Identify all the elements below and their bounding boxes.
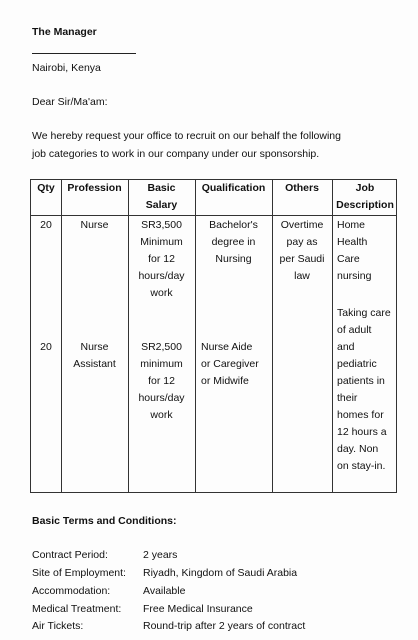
cell-line: degree in xyxy=(211,236,256,248)
cell-line: nursing xyxy=(337,270,372,282)
cell-line: patients in xyxy=(337,375,385,387)
term-label: Accommodation: xyxy=(32,585,111,597)
cell-line: Care xyxy=(337,253,360,265)
term-value: Round-trip after 2 years of contract xyxy=(143,620,306,632)
cell-line: Overtime xyxy=(280,219,324,231)
row1-qty: 20 xyxy=(40,219,52,231)
cell-line: Nursing xyxy=(215,253,252,265)
body-line-2: job categories to work in our company under our sponsorship. xyxy=(32,148,320,160)
cell-line: hours/day xyxy=(138,270,185,282)
cell-line: Nurse xyxy=(80,219,109,231)
header-profession: Profession xyxy=(67,182,122,194)
row2-qualification xyxy=(201,339,271,390)
job-category-table xyxy=(30,179,397,493)
cell-line: SR3,500 xyxy=(141,219,182,231)
row1-others xyxy=(272,217,332,285)
cell-line: Health xyxy=(337,236,368,248)
cell-line: Minimum xyxy=(140,236,183,248)
header-qty: Qty xyxy=(37,182,55,194)
header-divider xyxy=(31,215,396,216)
cell-line: work xyxy=(150,409,173,421)
row1-qualification xyxy=(195,217,272,268)
header-salary-line1: Basic xyxy=(147,182,176,194)
recipient-title: The Manager xyxy=(32,26,97,38)
cell-line: work xyxy=(150,287,173,299)
term-label: Contract Period: xyxy=(32,549,108,561)
salutation: Dear Sir/Ma'am: xyxy=(32,96,108,108)
body-line-1: We hereby request your office to recruit on our behalf the following xyxy=(32,130,341,142)
header-job-line2: Description xyxy=(336,199,394,211)
cell-line: Bachelor's xyxy=(209,219,258,231)
term-label: Medical Treatment: xyxy=(32,603,122,615)
cell-line: for 12 xyxy=(148,375,175,387)
cell-line: of adult xyxy=(337,324,372,336)
recipient-location: Nairobi, Kenya xyxy=(32,62,101,74)
cell-line: Assistant xyxy=(73,358,116,370)
cell-line: on stay-in. xyxy=(337,460,386,472)
col-divider xyxy=(332,180,333,492)
cell-line: Home xyxy=(337,219,366,231)
row2-qty: 20 xyxy=(40,341,52,353)
cell-line: law xyxy=(294,270,310,282)
row1-salary xyxy=(128,217,195,302)
cell-line: and xyxy=(337,341,355,353)
cell-line: homes for xyxy=(337,409,384,421)
row2-job-description xyxy=(337,305,397,475)
header-others: Others xyxy=(285,182,319,194)
cell-line: Taking care xyxy=(337,307,391,319)
term-value: Riyadh, Kingdom of Saudi Arabia xyxy=(143,567,298,579)
header-job-line1: Job xyxy=(355,182,375,194)
cell-line: pay as xyxy=(286,236,318,248)
terms-heading: Basic Terms and Conditions: xyxy=(32,515,177,527)
header-salary-line2: Salary xyxy=(145,199,178,211)
term-value: Available xyxy=(143,585,186,597)
cell-line: for 12 xyxy=(148,253,175,265)
cell-line: pediatric xyxy=(337,358,377,370)
row1-job-description xyxy=(337,217,397,285)
term-label: Air Tickets: xyxy=(32,620,84,632)
term-value: 2 years xyxy=(143,549,178,561)
cell-line: or Midwife xyxy=(201,375,249,387)
cell-line: SR2,500 xyxy=(141,341,182,353)
cell-line: their xyxy=(337,392,358,404)
cell-line: day. Non xyxy=(337,443,379,455)
signature-rule xyxy=(32,53,136,54)
cell-line: per Saudi xyxy=(279,253,325,265)
row1-profession xyxy=(61,217,128,234)
cell-line: 12 hours a xyxy=(337,426,387,438)
row2-salary xyxy=(128,339,195,424)
row2-profession xyxy=(61,339,128,373)
cell-line: Nurse xyxy=(80,341,109,353)
header-qualification: Qualification xyxy=(201,182,266,194)
term-value: Free Medical Insurance xyxy=(143,603,253,615)
cell-line: or Caregiver xyxy=(201,358,259,370)
cell-line: hours/day xyxy=(138,392,185,404)
cell-line: Nurse Aide xyxy=(201,341,253,353)
cell-line: minimum xyxy=(140,358,183,370)
term-label: Site of Employment: xyxy=(32,567,126,579)
